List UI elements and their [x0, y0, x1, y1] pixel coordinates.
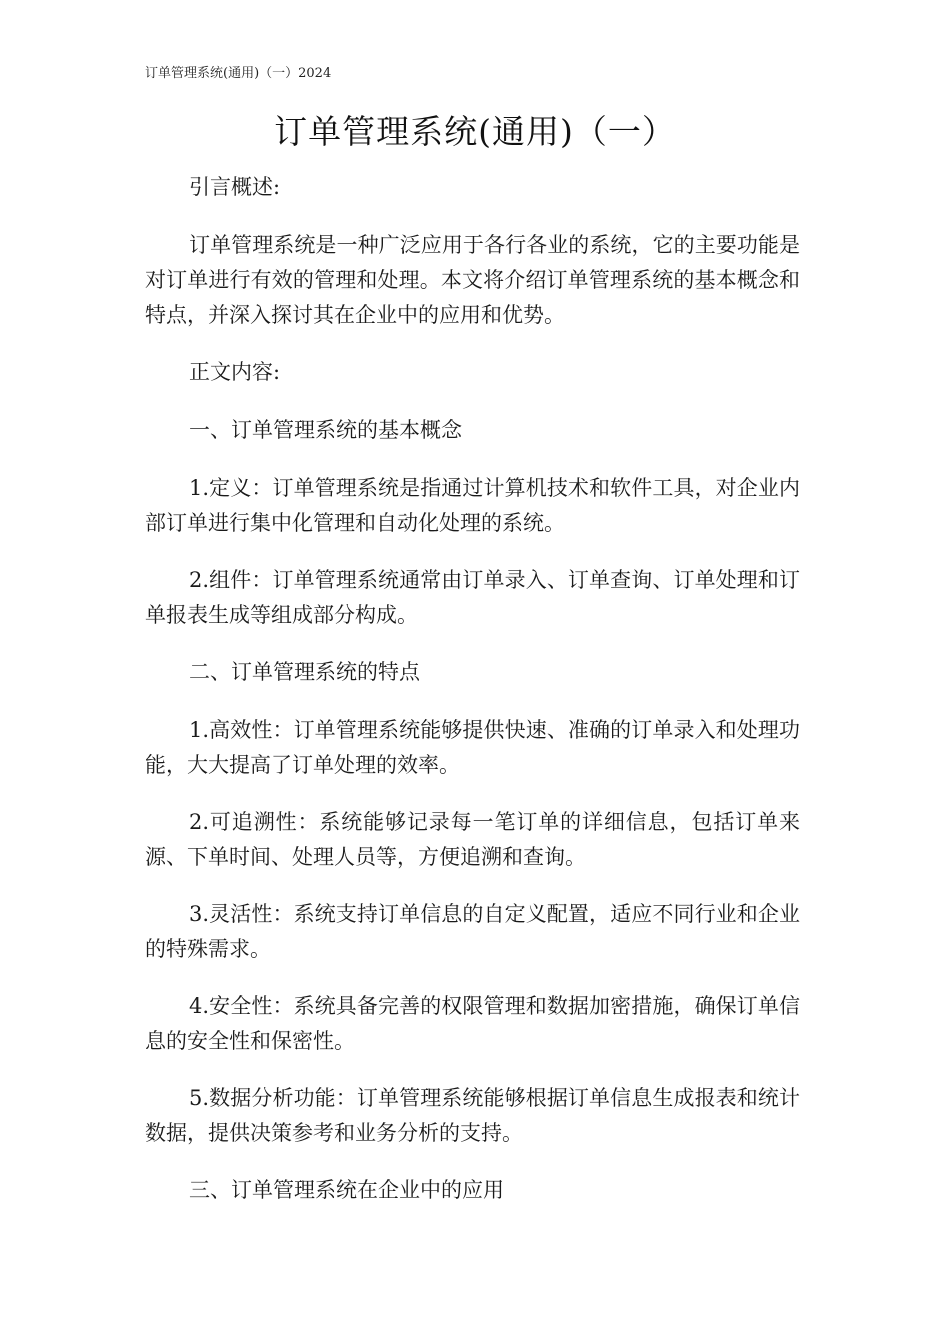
- paragraph-definition: 1.定义：订单管理系统是指通过计算机技术和软件工具，对企业内部订单进行集中化管理和自动化处理的系统。: [145, 476, 800, 535]
- paragraph-flexibility: 3.灵活性：系统支持订单信息的自定义配置，适应不同行业和企业的特殊需求。: [145, 902, 800, 961]
- paragraph-efficiency: 1.高效性：订单管理系统能够提供快速、准确的订单录入和处理功能，大大提高了订单处理的效率。: [145, 718, 800, 777]
- intro-heading: 引言概述:: [189, 175, 281, 199]
- document-title: 订单管理系统(通用)（一）: [274, 112, 676, 151]
- paragraph-security: 4.安全性：系统具备完善的权限管理和数据加密措施，确保订单信息的安全性和保密性。: [145, 994, 800, 1053]
- paragraph-data-analysis: 5.数据分析功能：订单管理系统能够根据订单信息生成报表和统计数据，提供决策参考和业务分析的支持。: [145, 1086, 800, 1145]
- section-heading-2: 二、订单管理系统的特点: [189, 660, 420, 684]
- document-body: [145, 170, 800, 1231]
- paragraph-components: 2.组件：订单管理系统通常由订单录入、订单查询、订单处理和订单报表生成等组成部分构成。: [145, 568, 800, 627]
- body-heading: 正文内容:: [189, 360, 281, 384]
- section-heading-1: 一、订单管理系统的基本概念: [189, 418, 462, 442]
- page-header: 订单管理系统(通用)（一）2024: [145, 66, 332, 81]
- section-heading-3: 三、订单管理系统在企业中的应用: [189, 1178, 504, 1202]
- paragraph-traceability: 2.可追溯性：系统能够记录每一笔订单的详细信息，包括订单来源、下单时间、处理人员等，方便追溯和查询。: [145, 810, 800, 869]
- intro-paragraph: 订单管理系统是一种广泛应用于各行各业的系统，它的主要功能是对订单进行有效的管理和处理。本文将介绍订单管理系统的基本概念和特点，并深入探讨其在企业中的应用和优势。: [145, 233, 800, 327]
